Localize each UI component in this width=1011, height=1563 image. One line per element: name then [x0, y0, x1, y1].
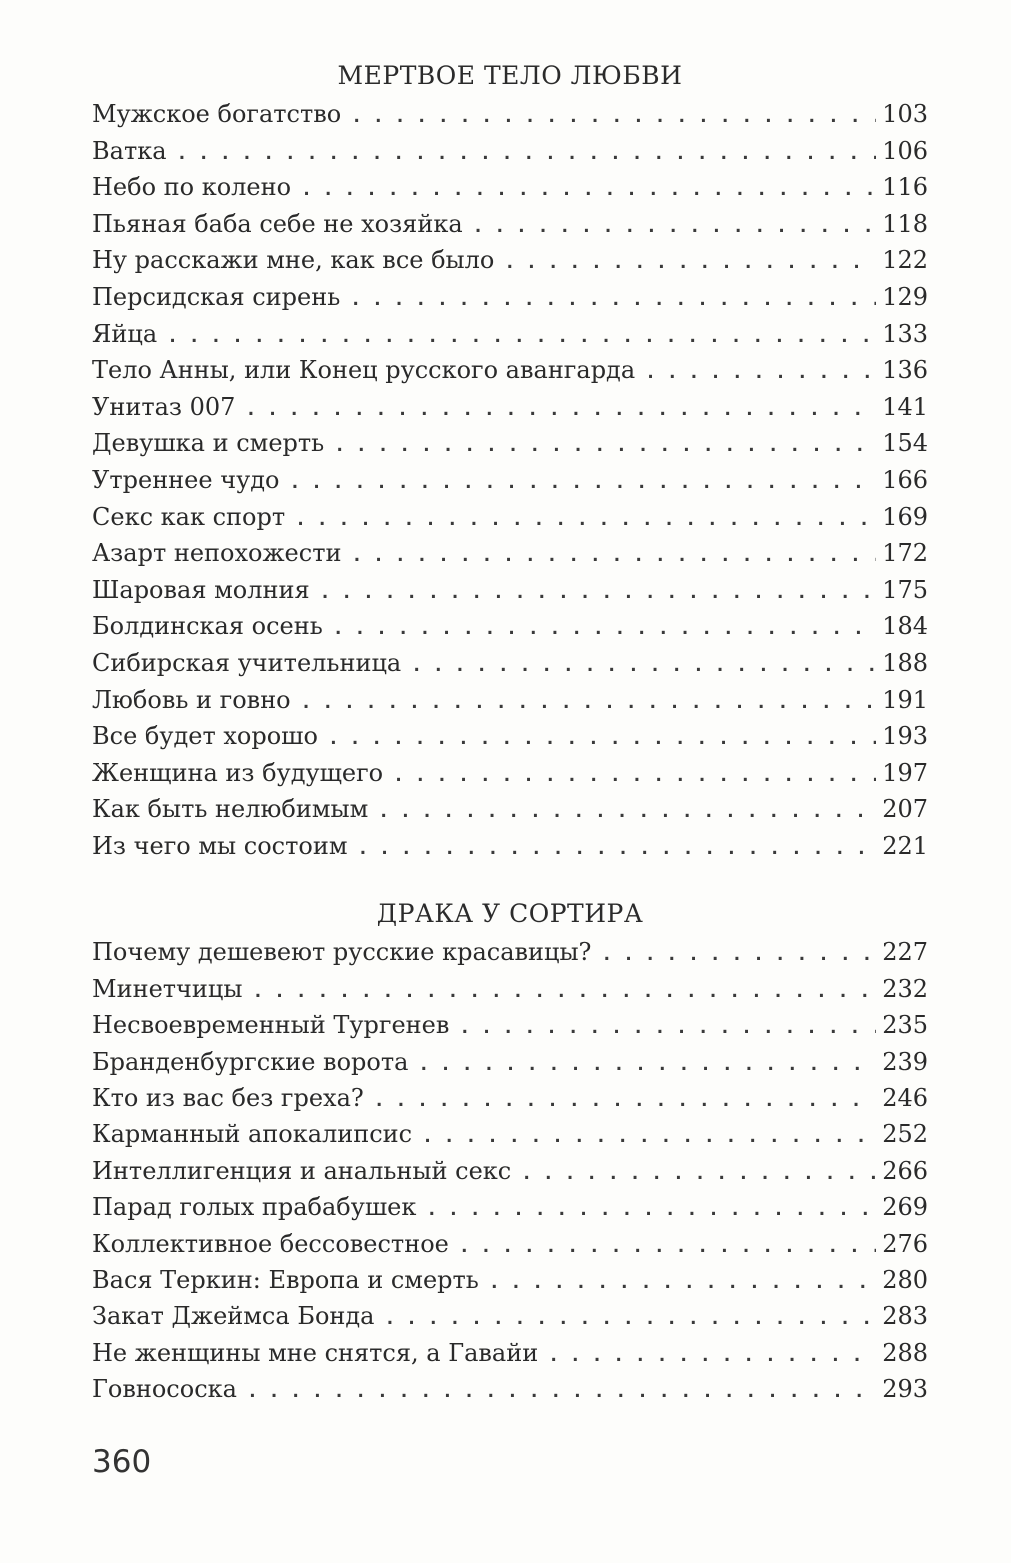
toc-entry[interactable]	[92, 828, 928, 865]
dot-leader	[411, 648, 876, 685]
toc-entry-page: 175	[882, 575, 928, 604]
toc-list	[92, 96, 928, 864]
dot-leader	[422, 1119, 876, 1155]
toc-entry-page: 280	[882, 1265, 928, 1294]
toc-entry-page: 252	[882, 1120, 928, 1149]
toc-entry-title: Женщина из будущего	[92, 758, 384, 787]
toc-entry-page: 191	[882, 685, 928, 714]
toc-entry-page: 141	[882, 392, 928, 421]
dot-leader	[489, 1265, 876, 1301]
dot-leader	[351, 99, 876, 136]
toc-entry-title: Не женщины мне снятся, а Гавайи	[92, 1338, 539, 1367]
dot-leader	[384, 1301, 876, 1337]
toc-entry-title: Азарт непохожести	[92, 539, 342, 568]
toc-entry-page: 276	[882, 1229, 928, 1258]
toc-entry[interactable]	[92, 1226, 928, 1262]
toc-entry-page: 221	[882, 831, 928, 860]
toc-entry[interactable]	[92, 1298, 928, 1334]
toc-entry-page: 129	[882, 282, 928, 311]
toc-entry-page: 227	[882, 938, 928, 967]
toc-list	[92, 934, 928, 1407]
toc-entry-title: Пьяная баба себе не хозяйка	[92, 209, 463, 238]
toc-entry-title: Вася Теркин: Европа и смерть	[92, 1265, 479, 1294]
section-title: ДРАКА У СОРТИРА	[376, 899, 644, 929]
toc-entry[interactable]	[92, 718, 928, 755]
toc-entry[interactable]	[92, 1080, 928, 1116]
toc-entry-title: Персидская сирень	[92, 282, 341, 311]
toc-entry[interactable]	[92, 316, 928, 353]
toc-entry[interactable]	[92, 242, 928, 279]
toc-entry[interactable]	[92, 1262, 928, 1298]
toc-entry-page: 169	[882, 502, 928, 531]
toc-entry-title: Парад голых прабабушек	[92, 1193, 417, 1222]
toc-entry-title: Минетчицы	[92, 974, 243, 1003]
toc-entry-title: Говнососка	[92, 1375, 237, 1404]
dot-leader	[328, 721, 876, 758]
toc-entry-title: Несвоевременный Тургенев	[92, 1011, 450, 1040]
dot-leader	[378, 794, 876, 831]
toc-entry[interactable]	[92, 645, 928, 682]
toc-entry-title: Ватка	[92, 136, 167, 165]
toc-entry[interactable]	[92, 279, 928, 316]
dot-leader	[245, 392, 876, 429]
dot-leader	[418, 1047, 876, 1083]
dot-leader	[295, 502, 876, 539]
dot-leader	[320, 575, 876, 612]
toc-entry-title: Сибирская учительница	[92, 648, 402, 677]
toc-entry[interactable]	[92, 1189, 928, 1225]
toc-entry-page: 116	[882, 173, 928, 202]
toc-entry-page: 269	[882, 1193, 928, 1222]
toc-entry-page: 235	[882, 1011, 928, 1040]
toc-entry-title: Интеллигенция и анальный секс	[92, 1156, 512, 1185]
dot-leader	[247, 1374, 876, 1410]
toc-entry-page: 166	[882, 465, 928, 494]
toc-entry-title: Девушка и смерть	[92, 429, 325, 458]
toc-entry[interactable]	[92, 499, 928, 536]
toc-entry[interactable]	[92, 755, 928, 792]
dot-leader	[459, 1229, 876, 1265]
toc-entry-title: Яйца	[92, 319, 158, 348]
toc-entry-title: Ну расскажи мне, как все было	[92, 246, 495, 275]
toc-entry-page: 172	[882, 539, 928, 568]
toc-entry-title: Болдинская осень	[92, 612, 323, 641]
toc-entry[interactable]	[92, 169, 928, 206]
toc-entry-title: Секс как спорт	[92, 502, 286, 531]
toc-entry[interactable]	[92, 1116, 928, 1152]
toc-entry-page: 288	[882, 1338, 928, 1367]
dot-leader	[473, 209, 876, 246]
toc-entry-page: 246	[882, 1084, 928, 1113]
toc-entry[interactable]	[92, 1153, 928, 1189]
toc-entry[interactable]	[92, 1335, 928, 1371]
toc-entry-title: Почему дешевеют русские красавицы?	[92, 938, 592, 967]
toc-entry-title: Шаровая молния	[92, 575, 310, 604]
dot-leader	[374, 1083, 876, 1119]
toc-entry-title: Тело Анны, или Конец русского авангарда	[92, 356, 636, 385]
dot-leader	[351, 538, 876, 575]
section-title: МЕРТВОЕ ТЕЛО ЛЮБВИ	[337, 61, 683, 90]
toc-entry-title: Небо по колено	[92, 173, 292, 202]
toc-entry[interactable]	[92, 934, 928, 970]
dot-leader	[177, 136, 876, 173]
toc-entry[interactable]	[92, 425, 928, 462]
toc-entry-page: 266	[882, 1156, 928, 1185]
dot-leader	[645, 355, 876, 392]
dot-leader	[393, 758, 876, 795]
toc-entry-title: Коллективное бессовестное	[92, 1229, 449, 1258]
dot-leader	[426, 1192, 876, 1228]
toc-entry[interactable]	[92, 971, 928, 1007]
toc-entry-title: Кто из вас без греха?	[92, 1084, 364, 1113]
toc-entry-title: Мужское богатство	[92, 100, 342, 128]
dot-leader	[333, 611, 876, 648]
dot-leader	[601, 937, 876, 973]
toc-entry-title: Утреннее чудо	[92, 465, 280, 494]
toc-entry[interactable]	[92, 1044, 928, 1080]
toc-entry-title: Бранденбургские ворота	[92, 1047, 409, 1076]
toc-entry-page: 118	[882, 209, 928, 238]
toc-entry[interactable]	[92, 572, 928, 609]
dot-leader	[521, 1156, 876, 1192]
toc-entry-title: Закат Джеймса Бонда	[92, 1302, 375, 1331]
toc-entry-page: 154	[882, 429, 928, 458]
toc-entry-page: 133	[882, 319, 928, 348]
toc-entry-page: 106	[882, 136, 928, 165]
toc-entry-page: 136	[882, 356, 928, 385]
toc-entry[interactable]	[92, 352, 928, 389]
toc-entry-page: 232	[882, 974, 928, 1003]
dot-leader	[252, 974, 876, 1010]
toc-entry-title: Унитаз 007	[92, 392, 236, 421]
toc-entry-page: 193	[882, 722, 928, 751]
toc-entry[interactable]	[92, 206, 928, 243]
dot-leader	[350, 282, 876, 319]
toc-entry-page: 197	[882, 758, 928, 787]
toc-entry[interactable]	[92, 535, 928, 572]
toc-entry-page: 293	[882, 1375, 928, 1404]
dot-leader	[301, 685, 876, 722]
toc-entry-title: Из чего мы состоим	[92, 831, 348, 860]
dot-leader	[504, 245, 876, 282]
toc-entry-title: Любовь и говно	[92, 685, 291, 714]
dot-leader	[334, 428, 876, 465]
toc-entry-page: 283	[882, 1302, 928, 1331]
toc-entry-title: Карманный апокалипсис	[92, 1120, 413, 1149]
toc-entry[interactable]	[92, 1007, 928, 1043]
dot-leader	[548, 1338, 876, 1374]
toc-entry[interactable]	[92, 133, 928, 170]
dot-leader	[167, 319, 876, 356]
toc-entry-page: 207	[882, 795, 928, 824]
toc-entry-page: 103	[882, 100, 928, 128]
toc-entry[interactable]	[92, 791, 928, 828]
toc-entry-page: 188	[882, 648, 928, 677]
dot-leader	[289, 465, 876, 502]
toc-entry[interactable]	[92, 608, 928, 645]
toc-entry[interactable]	[92, 96, 928, 133]
toc-entry[interactable]	[92, 389, 928, 426]
toc-entry[interactable]	[92, 1371, 928, 1407]
table-of-contents	[92, 0, 928, 1408]
dot-leader	[301, 172, 876, 209]
dot-leader	[459, 1010, 876, 1046]
toc-entry-page: 184	[882, 612, 928, 641]
toc-entry-title: Все будет хорошо	[92, 722, 318, 751]
toc-entry-title: Как быть нелюбимым	[92, 795, 369, 824]
toc-entry-page: 122	[882, 246, 928, 275]
toc-entry-page: 239	[882, 1047, 928, 1076]
page-number: 360	[92, 1444, 152, 1480]
toc-entry[interactable]	[92, 682, 928, 719]
toc-entry[interactable]	[92, 462, 928, 499]
dot-leader	[358, 831, 877, 868]
